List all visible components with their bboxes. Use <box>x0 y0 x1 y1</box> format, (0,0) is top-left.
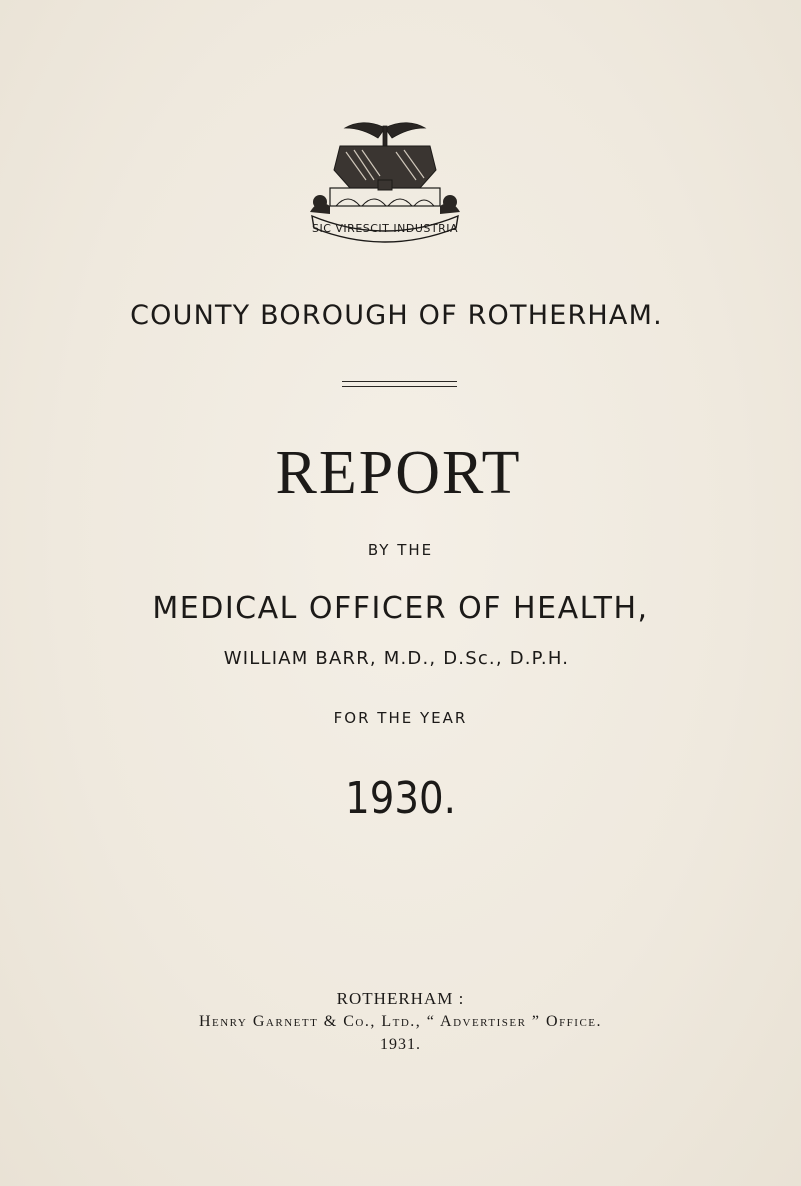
imprint-place: ROTHERHAM : <box>336 989 465 1008</box>
imprint-publisher: Henry Garnett & Co., Ltd., “ Advertiser ” Office. <box>198 1013 603 1030</box>
borough-title: COUNTY BOROUGH OF ROTHERHAM. <box>130 300 663 331</box>
borough-crest-icon <box>300 118 470 248</box>
svg-text:SIC VIRESCIT INDUSTRIA: SIC VIRESCIT INDUSTRIA <box>312 222 458 235</box>
for-the-year-line: FOR THE YEAR <box>333 709 468 727</box>
report-heading: REPORT <box>275 439 522 507</box>
author-name: WILLIAM BARR, M.D., D.Sc., D.P.H. <box>223 648 570 669</box>
title-rule-top <box>342 381 457 382</box>
by-the-line: BY THE <box>367 541 434 559</box>
title-rule-bottom <box>342 386 457 387</box>
officer-title: MEDICAL OFFICER OF HEALTH, <box>152 591 649 626</box>
report-year: 1930. <box>345 773 456 824</box>
imprint-year: 1931. <box>380 1036 421 1053</box>
